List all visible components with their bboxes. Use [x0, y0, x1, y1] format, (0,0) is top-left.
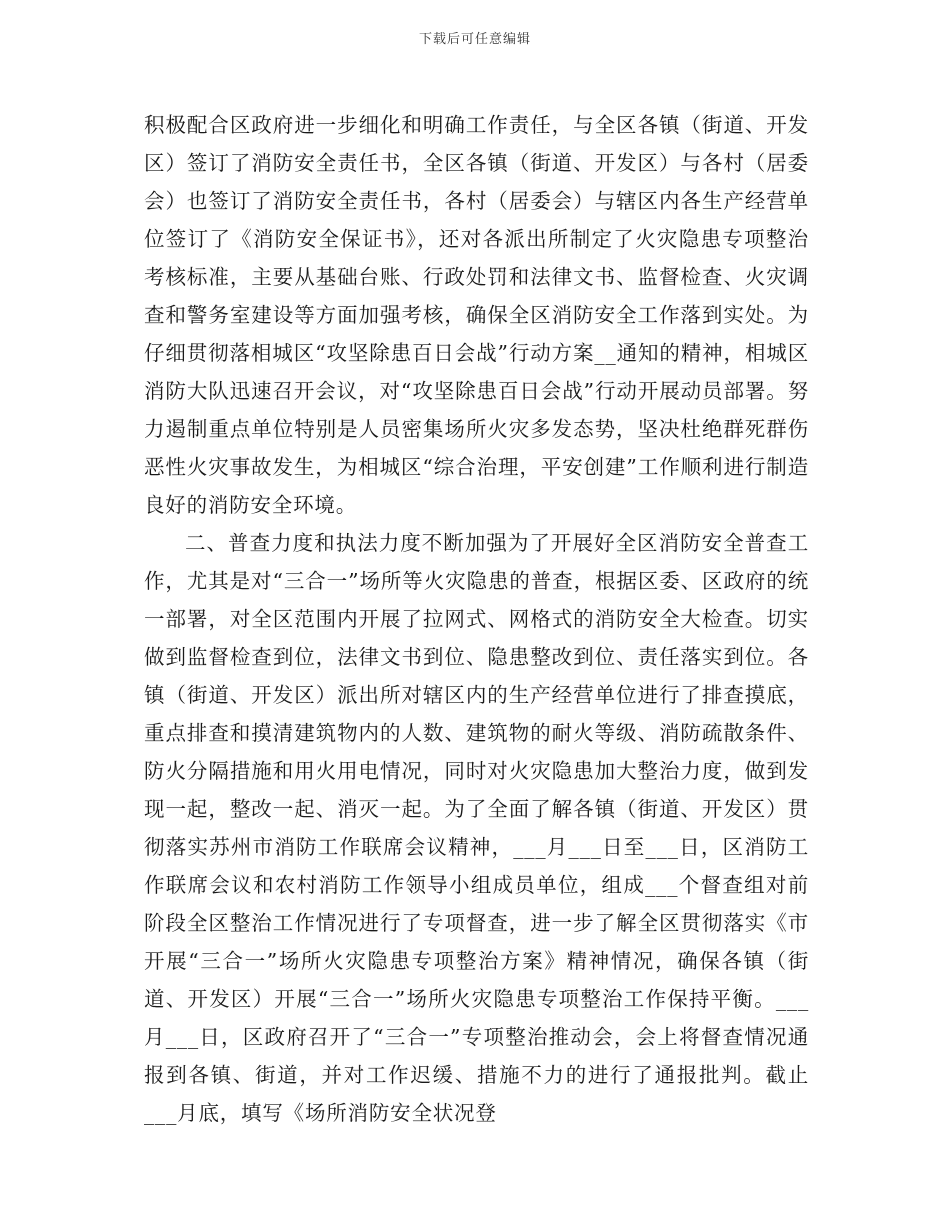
paragraph-inspection: 二、普查力度和执法力度不断加强为了开展好全区消防安全普查工作，尤其是对“三合一”场所等火灾隐患的普查，根据区委、区政府的统一部署，对全区范围内开展了拉网式、网格式的消防安全大检查。切实做到监督检查到位，法律文书到位、隐患整改到位、责任落实到位。各镇（街道、开发区）派出所对辖区内的生产经营单位进行了排查摸底，重点排查和摸清建筑物内的人数、建筑物的耐火等级、消防疏散条件、防火分隔措施和用火用电情况，同时对火灾隐患加大整治力度，做到发现一起，整改一起、消灭一起。为了全面了解各镇（街道、开发区）贯彻落实苏州市消防工作联席会议精神，___月___日至___日，区消防工作联席会议和农村消防工作领导小组成员单位，组成___个督查组对前阶段全区整治工作情况进行了专项督查，进一步了解全区贯彻落实《市开展“三合一”场所火灾隐患专项整治方案》精神情况，确保各镇（街道、开发区）开展“三合一”场所火灾隐患专项整治工作保持平衡。___月___日，区政府召开了“三合一”专项整治推动会，会上将督查情况通报到各镇、街道，并对工作迟缓、措施不力的进行了通报批判。截止___月底，填写《场所消防安全状况登: [144, 531, 809, 1125]
page-header: 下载后可任意编辑: [418, 32, 531, 47]
paragraph-responsibility: 积极配合区政府进一步细化和明确工作责任，与全区各镇（街道、开发区）签订了消防安全责任书，全区各镇（街道、开发区）与各村（居委会）也签订了消防安全责任书，各村（居委会）与辖区内各生产经营单位签订了《消防安全保证书》，还对各派出所制定了火灾隐患专项整治考核标准，主要从基础台账、行政处罚和法律文书、监督检查、火灾调查和警务室建设等方面加强考核，确保全区消防安全工作落到实处。为仔细贯彻落相城区“攻坚除患百日会战”行动方案__通知的精神，相城区消防大队迅速召开会议，对“攻坚除患百日会战”行动开展动员部署。努力遏制重点单位特别是人员密集场所火灾多发态势，坚决杜绝群死群伤恶性火灾事故发生，为相城区“综合治理，平安创建”工作顺利进行制造良好的消防安全环境。: [144, 113, 809, 517]
document-body: [144, 106, 809, 1132]
